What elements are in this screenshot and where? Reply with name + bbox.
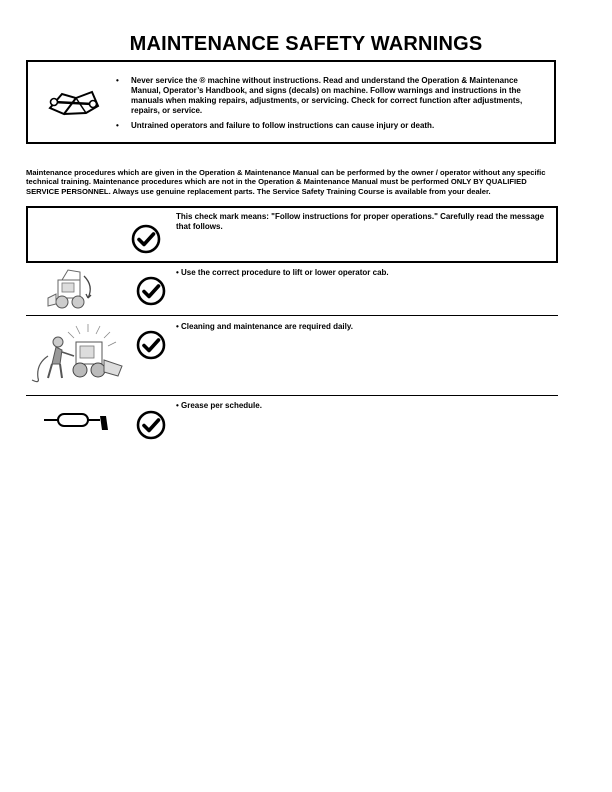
warning-text: Never service the ® machine without instructions. Read and understand the Operation & Maintenance Manual, Operator’s Handbook, and signs (decals) on machine. Follow warnings and instructions in the manuals when making repairs, adjustments, or servicing. Check for correct function after adjustments, repairs, or service. xyxy=(131,76,523,115)
warning-bullet xyxy=(114,121,546,131)
page-title: MAINTENANCE SAFETY WARNINGS xyxy=(129,33,483,55)
check-circle-icon xyxy=(131,224,161,254)
check-circle-icon xyxy=(136,276,166,306)
row-divider xyxy=(26,315,558,316)
check-circle-icon xyxy=(136,330,166,360)
warning-text: Untrained operators and failure to follow instructions can cause injury or death. xyxy=(131,121,435,130)
bullet-marker: • xyxy=(116,121,119,130)
skid-steer-cab-lift-icon xyxy=(44,266,104,312)
bullet-marker: • xyxy=(116,76,119,85)
item-text: • Use the correct procedure to lift or lower operator cab. xyxy=(176,268,389,277)
warning-list xyxy=(114,76,546,136)
item-text: • Grease per schedule. xyxy=(176,401,262,410)
intro-paragraph: Maintenance procedures which are given in the Operation & Maintenance Manual can be performed by the owner / operator without any specific technical training. Maintenance procedures which are not in the Operation & Maintenance Manual must be performed ONLY BY QUALIFIED SERVICE PERSONNEL. Always use genuine replacement parts. The Service Safety Training Course is available from your dealer. xyxy=(26,168,546,196)
warning-box xyxy=(26,60,556,144)
grease-gun-icon xyxy=(42,408,110,432)
check-circle-icon xyxy=(136,410,166,440)
cleaning-maintenance-icon xyxy=(28,320,124,386)
check-legend-text: This check mark means: "Follow instructions for proper operations." Carefully read the message that follows. xyxy=(176,212,545,231)
item-text: • Cleaning and maintenance are required daily. xyxy=(176,322,353,331)
manual-wrench-icon xyxy=(46,86,102,118)
warning-bullet xyxy=(114,76,546,116)
row-divider xyxy=(26,395,558,396)
